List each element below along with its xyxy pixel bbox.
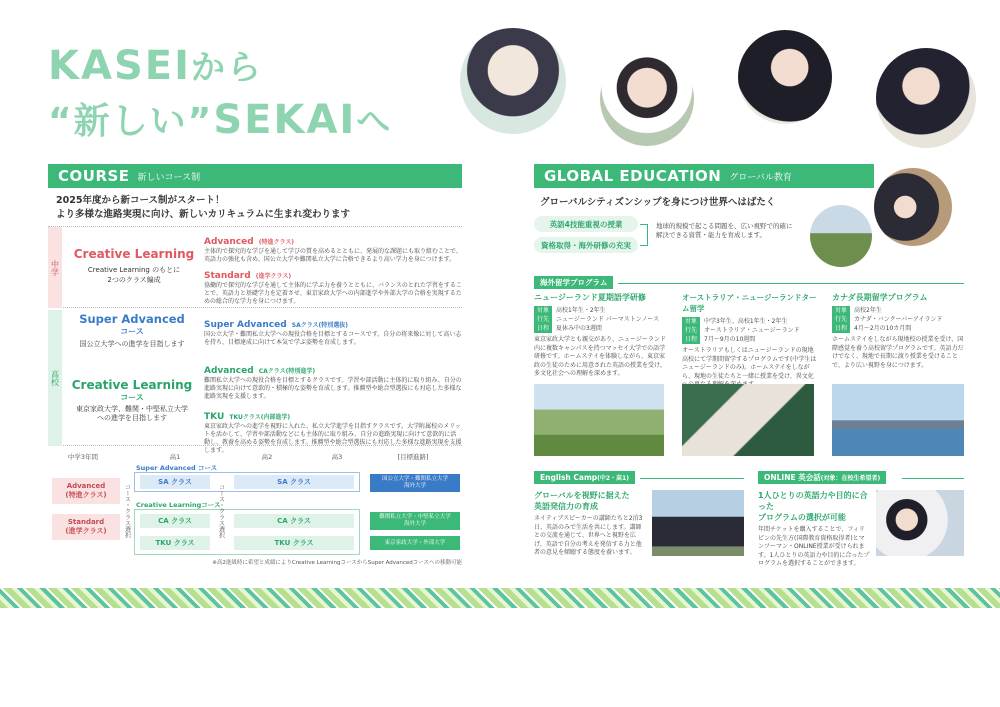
flow-goal-2: 難関私立大学・中堅私立大学 海外大学 [370, 512, 460, 530]
flow-tku-class-1: TKU クラス [140, 536, 210, 550]
program-canada-tag-row: 日程 4月～2月の10カ月間 [832, 324, 964, 333]
flow-goal-3: 東京家政大学・外部大学 [370, 536, 460, 550]
flow-select-label-1: コース・クラス選択 [123, 484, 131, 538]
program-canada-text: ホームステイをしながら現地校の授業を受け、国際感覚を養う高校留学プログラムです。英語力だけでなく、現地で長期に渡り授業を受けることで、より広い視野を身につけます。 [832, 336, 964, 369]
standard-text: 協働的で探究的な学びを通して主体的に学ぶ力を養うとともに、バランスのとれた学習をすることで、英語力と基礎学力を定着させ、東京家政大学への内部進学や外部大学の合格を実現するための総合的な学力を身につけます。 [204, 282, 462, 305]
flow-advanced-box: Advanced (特進クラス) [52, 478, 120, 504]
course-section-bar [48, 164, 462, 188]
course-intro [56, 194, 350, 222]
junior-label: 中学 [48, 227, 62, 308]
global-intro: グローバルシティズンシップを身につけ世界へはばたく [540, 197, 776, 208]
flow-ca-class-1: CA クラス [140, 514, 210, 528]
program-au-title: オーストラリア・ニュージーランドターム留学 [682, 293, 817, 313]
hero-title [48, 42, 392, 146]
flow-note: ※高2進級時に希望と成績によりCreative LearningコースからSuper Advancedコースへの移動可能 [212, 560, 462, 566]
creative-learning-high-left [68, 378, 196, 423]
creative-learning-high-course: コース [120, 393, 144, 402]
english-camp-block [534, 490, 646, 558]
flow-sa-class-2: SA クラス [234, 475, 354, 489]
course-intro-line-2: より多様な進路実現に向け、新しいカリキュラムに生まれ変わります [56, 209, 351, 220]
hero-line-2: “新しい”SEKAIへ [48, 97, 393, 143]
high-block [48, 310, 462, 454]
flow-sa-class-1: SA クラス [140, 475, 210, 489]
program-nz-tag-row: 日程 夏休み中の3週間 [534, 324, 668, 333]
global-photo-classroom [874, 168, 952, 246]
students-photo-2 [600, 52, 694, 146]
english-camp-head-2: 英語発信力の育成 [534, 502, 598, 511]
online-tag: (対象：在校生希望者) [820, 475, 881, 482]
english-camp-head-1: グローバルを視野に据えた [534, 491, 630, 500]
online-divider [902, 478, 964, 479]
program-nz-tag-row: 行先 ニュージーランド パーマストンノース [534, 315, 668, 324]
advanced-title: Advanced [204, 237, 254, 247]
flow-standard-box: Standard (進学クラス) [52, 514, 120, 540]
program-au-text: オーストラリアもしくはニュージーランドの現地高校にて学期間留学するプログラムです(中学生はニュージーランドのみ)。ホームステイをしながら、現地の生徒たちと一緒に授業を受け、異文化 [682, 347, 817, 380]
super-advanced-left [68, 312, 196, 349]
program-canada-tag-row: 行先 カナダ・バンクーバーアイランド [832, 315, 964, 324]
english-camp-photo [652, 490, 744, 556]
program-canada-tag-row: 対象 高校2年生 [832, 306, 964, 315]
ca-tag: CAクラス(特別進学) [258, 368, 316, 375]
flow-header-row [48, 452, 462, 462]
tku-title: TKU [204, 412, 225, 422]
program-nz-photo [534, 384, 664, 456]
sa-tag: SAクラス(特別選抜) [291, 322, 349, 329]
advanced-text: 主体的で探究的な学びを通して学びの質を高めるとともに、発展的な課題にも取り組むことで、英語力の強化も含め、国公立大学や難関私立大学に合格できるより高い学力を身につけます。 [204, 248, 462, 263]
program-au-photo [682, 384, 814, 456]
ca-class-block [204, 358, 462, 401]
tku-text: 東京家政大学への進学を視野に入れた、私立大学進学を目指すクラスです。大学附属校のメリットを活かして、学習や部活動などにも主体的に取り組み、自分の進路実現に向けて意欲的に活動し、教養を高める姿勢を育成します。推薦型や総合型選抜にも対応した多様な進路実現を支援します。 [204, 423, 462, 454]
flow-cl-course-label: Creative Learningコース [136, 501, 221, 509]
online-head-1: 1人ひとりの英語力や目的に合った [758, 491, 868, 511]
course-bar-title: COURSE [58, 167, 130, 185]
students-photo-4 [876, 48, 976, 148]
ca-title: Advanced [204, 366, 254, 376]
students-photo-1 [460, 28, 566, 134]
online-photo [876, 490, 964, 556]
global-bar-title: GLOBAL EDUCATION [544, 167, 722, 185]
flow-header-h2: 高2 [261, 453, 273, 461]
online-block [758, 490, 870, 569]
online-text: 年間チケットを購入することで、フィリピンの先生方(国際教育資格取得者)とマンツーマン・ONLINE授業が受けられます。1人ひとりの英語力や目的に合ったプログラムを選択することができます。 [758, 526, 870, 567]
global-bar-subtitle: グローバル教育 [729, 172, 792, 183]
online-label [758, 471, 886, 484]
english-camp-text: ネイティブスピーカーの講師たちと2泊3日、英語のみで生活を共にします。講師との交流を通じて、世界へと視野を広げ、英語で自分の考えを発信する力と他者の意見を傾聴する態度を養います。 [534, 515, 643, 556]
advanced-tag: (特進クラス) [258, 239, 295, 246]
creative-learning-junior-sub: Creative Learning のもとに 2つのクラス編成 [87, 266, 181, 284]
program-canada-title: カナダ長期留学プログラム [832, 293, 928, 302]
advanced-block [204, 229, 462, 264]
program-canada-photo [832, 384, 964, 456]
program-au-tag-row: 行先 オーストラリア・ニュージーランド [682, 326, 818, 335]
english-camp-title: English Camp [540, 473, 598, 482]
flow-ca-class-2: CA クラス [234, 514, 354, 528]
global-photo-field [810, 205, 872, 267]
ca-text: 難関私立大学への現役合格を目標とするクラスです。学習や部活動に主体的に取り組み、自分の進路実現に向けて意欲的・積極的な姿勢を育成します。推薦型や総合型選抜にも対応した多様な進路実現を支援します。 [204, 377, 462, 400]
super-advanced-left-title: Super Advanced [79, 312, 185, 326]
creative-learning-high-title: Creative Learning [71, 378, 193, 392]
global-pill-1: 英語4技能重視の授業 [534, 216, 638, 232]
flow-header-h3: 高3 [331, 453, 343, 461]
flow-select-label-2: コース・クラス選択 [217, 484, 225, 538]
standard-tag: (進学クラス) [255, 273, 292, 280]
program-au-tag-row: 日程 7月～9月の10週間 [682, 335, 818, 344]
sa-class-block [204, 312, 462, 347]
flow-tku-class-2: TKU クラス [234, 536, 354, 550]
flow-header-junior: 中学3年間 [67, 453, 99, 461]
standard-title: Standard [204, 271, 251, 281]
flow-sa-course-label: Super Advanced コース [136, 464, 218, 472]
sa-title: Super Advanced [204, 320, 287, 330]
program-nz [534, 292, 668, 379]
standard-block [204, 263, 462, 306]
program-nz-text: 東京家政大学とも親交があり、ニュージーランド内に複数キャンパスを持つマッセイ大学での語学研修です。ホームステイを体験しながら、東京家政の生徒のために用意された英語の授業を受け、多文化社会への理解を深めます。 [534, 336, 666, 377]
hero-line-1: KASEIから [48, 43, 263, 89]
course-intro-line-1: 2025年度から新コース制がスタート！ [56, 195, 225, 206]
tku-tag: TKUクラス(内部進学) [229, 414, 291, 421]
course-bar-subtitle: 新しいコース制 [137, 172, 201, 183]
global-section-bar [534, 164, 874, 188]
program-nz-tag-row: 対象 高校1年生・2年生 [534, 306, 668, 315]
english-camp-divider [640, 478, 744, 479]
creative-learning-high-sub: 東京家政大学、難関・中堅私立大学 への進学を目指します [76, 405, 188, 422]
program-au [682, 292, 818, 390]
global-pill-bracket [640, 224, 648, 246]
abroad-divider [618, 283, 964, 284]
flow-header-goal: [目標進路] [397, 453, 429, 461]
junior-block [48, 226, 462, 308]
course-flow-diagram [48, 452, 462, 570]
program-canada [832, 292, 964, 370]
creative-learning-junior-title: Creative Learning [73, 247, 195, 261]
global-pill-text: 地球的規模で起こる問題を、広い視野で的確に解決できる資質・能力を育成します。 [656, 222, 793, 239]
english-camp-tag: (中2・高1) [597, 475, 629, 482]
super-advanced-left-course: コース [120, 327, 144, 336]
online-head-2: プログラムの選択が可能 [758, 513, 846, 522]
online-title: ONLINE 英会話 [764, 473, 821, 482]
students-photo-3 [738, 30, 832, 124]
abroad-label: 海外留学プログラム [534, 276, 613, 289]
decorative-stripe [0, 588, 1000, 608]
super-advanced-left-sub: 国公立大学への進学を目指します [79, 340, 185, 348]
program-nz-title: ニュージーランド夏期語学研修 [534, 293, 646, 302]
tku-class-block [204, 404, 462, 455]
program-au-tag-row: 対象 中学3年生、高校1年生・2年生 [682, 317, 818, 326]
sa-text: 国公立大学・難関私立大学への現役合格を目標とするコースです。自分の将来像に対して高い志を持ち、目標達成に向けて本気で学ぶ姿勢を育成します。 [204, 331, 462, 346]
flow-header-h1: 高1 [169, 453, 181, 461]
flow-goal-1: 国公立大学・難関私立大学 海外大学 [370, 474, 460, 492]
high-label: 高校 [48, 310, 62, 446]
english-camp-label [534, 471, 635, 484]
global-pill-2: 資格取得・海外研修の充実 [534, 237, 638, 253]
